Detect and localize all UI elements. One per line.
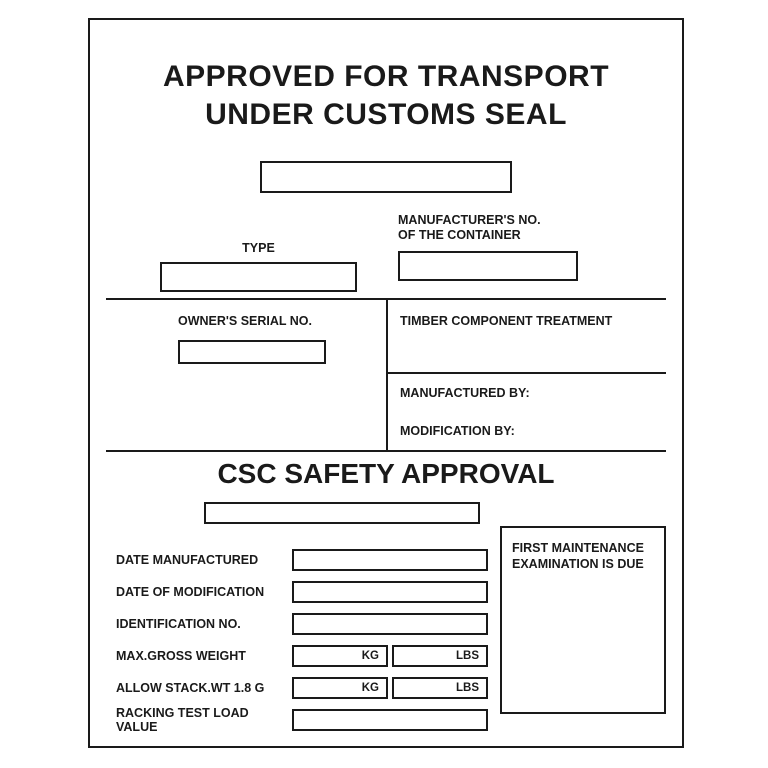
row-racking-test-load-value: [112, 706, 492, 734]
first-maintenance-box[interactable]: [500, 526, 666, 714]
first-maintenance-line-1: FIRST MAINTENANCE: [512, 541, 644, 555]
max-gross-weight-kg-field[interactable]: KG: [292, 645, 388, 667]
row-date-of-modification: [112, 578, 492, 606]
manufacturer-number-field[interactable]: [398, 251, 578, 281]
title-line-2: UNDER CUSTOMS SEAL: [205, 98, 567, 132]
row-allow-stack-wt: [112, 674, 492, 702]
type-label: TYPE: [242, 240, 275, 255]
divider-bottom: [106, 450, 666, 452]
first-maintenance-line-2: EXAMINATION IS DUE: [512, 557, 644, 572]
manufactured-by-label: MANUFACTURED BY:: [400, 386, 530, 400]
plate-title: [90, 20, 682, 135]
row-label: DATE MANUFACTURED: [116, 553, 259, 567]
owner-serial-field[interactable]: [178, 340, 326, 364]
approval-number-row: [90, 161, 682, 193]
approval-number-field[interactable]: [260, 161, 512, 193]
csc-approval-field[interactable]: [204, 502, 480, 524]
type-field[interactable]: [160, 262, 357, 292]
allow-stack-wt-kg-field[interactable]: KG: [292, 677, 388, 699]
timber-treatment-label: TIMBER COMPONENT TREATMENT: [400, 314, 613, 328]
row-label: ALLOW STACK.WT 1.8 G: [116, 681, 265, 695]
row-max-gross-weight: [112, 642, 492, 670]
csc-field-rows: [112, 546, 492, 738]
type-group: [160, 241, 357, 293]
modification-by-label: MODIFICATION BY:: [400, 424, 515, 438]
type-manufacturer-row: [90, 213, 682, 301]
racking-test-load-value-field[interactable]: [292, 709, 488, 731]
date-of-modification-field[interactable]: [292, 581, 488, 603]
csc-safety-approval-title: CSC SAFETY APPROVAL: [217, 458, 555, 489]
allow-stack-wt-lbs-field[interactable]: LBS: [392, 677, 488, 699]
manufacturer-label-line-1: MANUFACTURER'S NO.: [398, 212, 541, 227]
title-line-1: APPROVED FOR TRANSPORT: [162, 60, 610, 93]
row-label: MAX.GROSS WEIGHT: [116, 649, 246, 663]
row-label: RACKING TEST LOAD VALUE: [116, 706, 249, 734]
date-manufactured-field[interactable]: [292, 549, 488, 571]
owner-serial-label: OWNER'S SERIAL NO.: [178, 314, 313, 328]
middle-section: [90, 298, 682, 450]
manufacturer-label-line-2: OF THE CONTAINER: [398, 228, 521, 243]
identification-no-field[interactable]: [292, 613, 488, 635]
max-gross-weight-lbs-field[interactable]: LBS: [392, 645, 488, 667]
csc-approval-plate: [88, 18, 684, 748]
row-label: DATE OF MODIFICATION: [116, 585, 265, 599]
row-identification-no: [112, 610, 492, 638]
row-date-manufactured: [112, 546, 492, 574]
row-label: IDENTIFICATION NO.: [116, 617, 241, 631]
manufacturer-number-group: [398, 213, 578, 281]
